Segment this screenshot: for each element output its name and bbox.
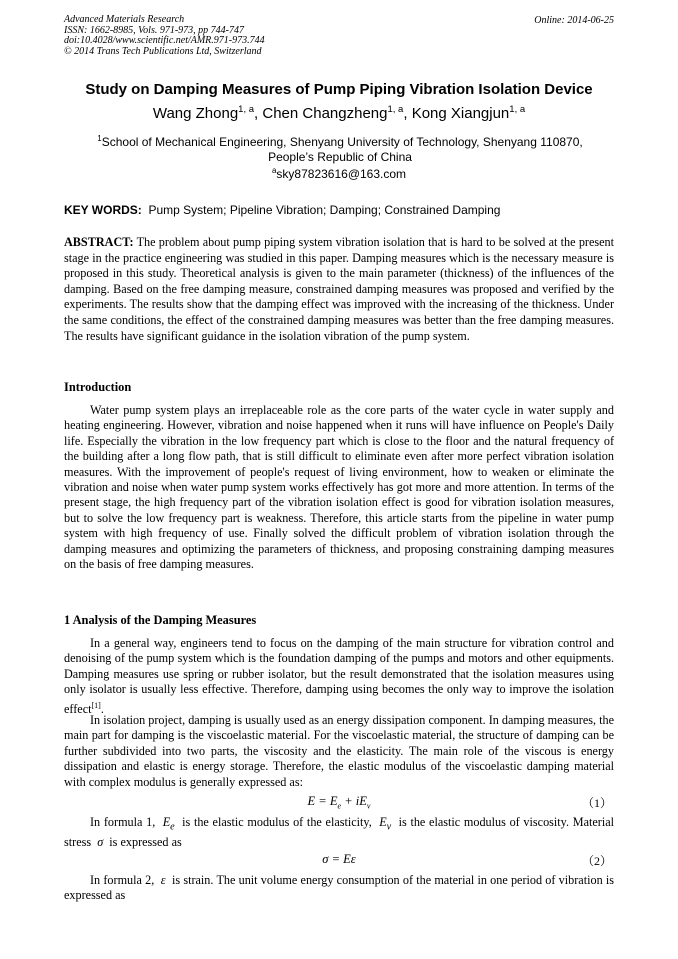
equation-2 <box>64 852 614 868</box>
paragraph-end: . <box>100 701 104 716</box>
keywords <box>64 203 616 217</box>
eq1-sub-e: e <box>337 801 342 811</box>
sym-E: E <box>379 815 387 829</box>
introduction-paragraph: Water pump system plays an irreplaceable role as the core parts of the water cycle in water supply and heating engineering. However, vibration and noise happened when it runs will have influence on People's Daily life. Especially the vibration in the low frequency part which is close to the floor and the natural frequency of the building after a long flow path, that is still difficult to eliminate even after more perfect vibration isolation measures. With the improvement of people's request of living environment, how to weaken or eliminate the vibration and noise when water pump system works effectively has got more and more attention. In terms of the present stage, the high frequency part of the vibration isolation effect is good for vibration isolation measures, but to solve the low frequency part is weakness. Therefore, this article starts from the pipeline in water pump system with high frequency of use. Finally solved the difficult problem of vibration isolation through the damping measures and optimizing the parameters of thickness, and proposing constraining damping measures on the basis of free damping measures. <box>64 403 614 572</box>
equation-2-number: （2） <box>581 854 612 868</box>
abstract-text: The problem about pump piping system vibration isolation that is hard to be solved at the present stage in the practice engineering was studied in this paper. Damping measures which is the necessary measure is proposed in this study. Theoretical analysis is given to the main parameter (thickness) of the influences of the damping. Based on the free damping measure, constrained damping measures was proposed and verified by the experiments. The results show that the damping effect was improved with the increasing of the thickness. Under the same conditions, the effect of the constrained damping measures was better than the free damping measures. The results have significant guidance in the isolation vibration of the pump system. <box>64 235 615 343</box>
author-list <box>0 104 678 122</box>
section-heading-damping: 1 Analysis of the Damping Measures <box>64 613 257 627</box>
paper-title: Study on Damping Measures of Pump Piping Vibration Isolation Device <box>85 81 593 98</box>
email-mark: a <box>271 166 277 175</box>
issn-line: ISSN: 1662-8985, Vols. 971-973, pp 744-747 <box>64 24 244 36</box>
affiliation-mark: 1 <box>97 134 102 143</box>
eq1-mid: + iE <box>341 794 367 808</box>
doi-line: doi:10.4028/www.scientific.net/AMR.971-973.744 <box>64 35 265 46</box>
online-date: Online: 2014-06-25 <box>534 15 614 26</box>
equation-2-expr: σ = Eε <box>322 852 356 866</box>
abstract-label: ABSTRACT: <box>64 235 134 249</box>
paragraph-text: In formula 1, <box>90 815 156 829</box>
author-name: Wang Zhong <box>152 105 239 122</box>
paragraph-text: is strain. The unit volume energy consumption of the material in one period of vibration is expressed as <box>64 873 615 903</box>
equation-1-number: （1） <box>581 796 612 810</box>
paragraph-text: is the elastic modulus of viscosity. Material stress <box>64 815 615 849</box>
symbol-E-v <box>379 815 392 833</box>
author-name: Chen Changzheng <box>262 105 388 122</box>
email-address[interactable]: sky87823616@163.com <box>276 167 407 181</box>
symbol-epsilon: ε <box>160 873 166 887</box>
abstract <box>64 235 614 344</box>
damping-paragraph-4 <box>64 873 614 904</box>
author-affil-mark: 1, a <box>387 104 404 115</box>
copyright-line: © 2014 Trans Tech Publications Ltd, Switzerland <box>64 45 262 57</box>
paragraph-text: In formula 2, <box>90 873 155 887</box>
author-name: Kong Xiangjun <box>411 105 510 122</box>
sym-sub-e: e <box>170 821 175 833</box>
paragraph-text: In a general way, engineers tend to focus on the damping of the main structure for vibration control and denoising of the pump system which is the foundation damping of the pumps and motors and other equipments. Damping measures use spring or rubber isolator, but the result demonstrated that the isolation measures using only isolator is usually less effective. Therefore, damping using becomes the only way to improve the isolation effect <box>64 636 614 716</box>
affiliation-text: School of Mechanical Engineering, Shenyang University of Technology, Shenyang 110870, People’s Republic of China <box>101 135 583 164</box>
section-heading-introduction: Introduction <box>64 380 132 394</box>
author-affil-mark: 1, a <box>509 104 526 115</box>
author-email <box>0 166 678 181</box>
author-affil-mark: 1, a <box>238 104 255 115</box>
eq1-lhs: E = E <box>307 794 338 808</box>
equation-1-expr <box>64 794 614 811</box>
author-separator: , <box>403 105 412 122</box>
keywords-label: KEY WORDS: <box>64 203 142 217</box>
damping-paragraph-2: In isolation project, damping is usually used as an energy dissipation component. In damping measures, the main part for damping is the viscoelastic material. For the viscoelastic material, the structure of damping can be further subdivided into two parts, the viscosity and the elasticity. The main role of the viscous is energy dissipation and elastic is energy storage. Therefore, the elastic modulus of the viscoelastic damping material with complex modulus is generally expressed as: <box>64 713 614 789</box>
paragraph-text: is the elastic modulus of the elasticity, <box>182 815 372 829</box>
affiliation <box>80 131 600 165</box>
damping-paragraph-1 <box>64 636 614 717</box>
journal-name: Advanced Materials Research <box>64 14 185 25</box>
equation-1 <box>64 794 614 810</box>
paragraph-text: is expressed as <box>109 834 182 849</box>
author-separator: , <box>254 105 263 122</box>
citation[interactable]: [1] <box>91 700 101 710</box>
symbol-sigma: σ <box>97 834 104 849</box>
sym-E: E <box>162 815 171 829</box>
journal-header <box>64 15 265 57</box>
sym-sub-v: v <box>386 821 392 833</box>
eq1-sub-v: v <box>366 801 371 811</box>
keywords-text: Pump System; Pipeline Vibration; Damping; Constrained Damping <box>148 203 501 217</box>
symbol-E <box>162 815 175 833</box>
damping-paragraph-3 <box>64 815 614 850</box>
